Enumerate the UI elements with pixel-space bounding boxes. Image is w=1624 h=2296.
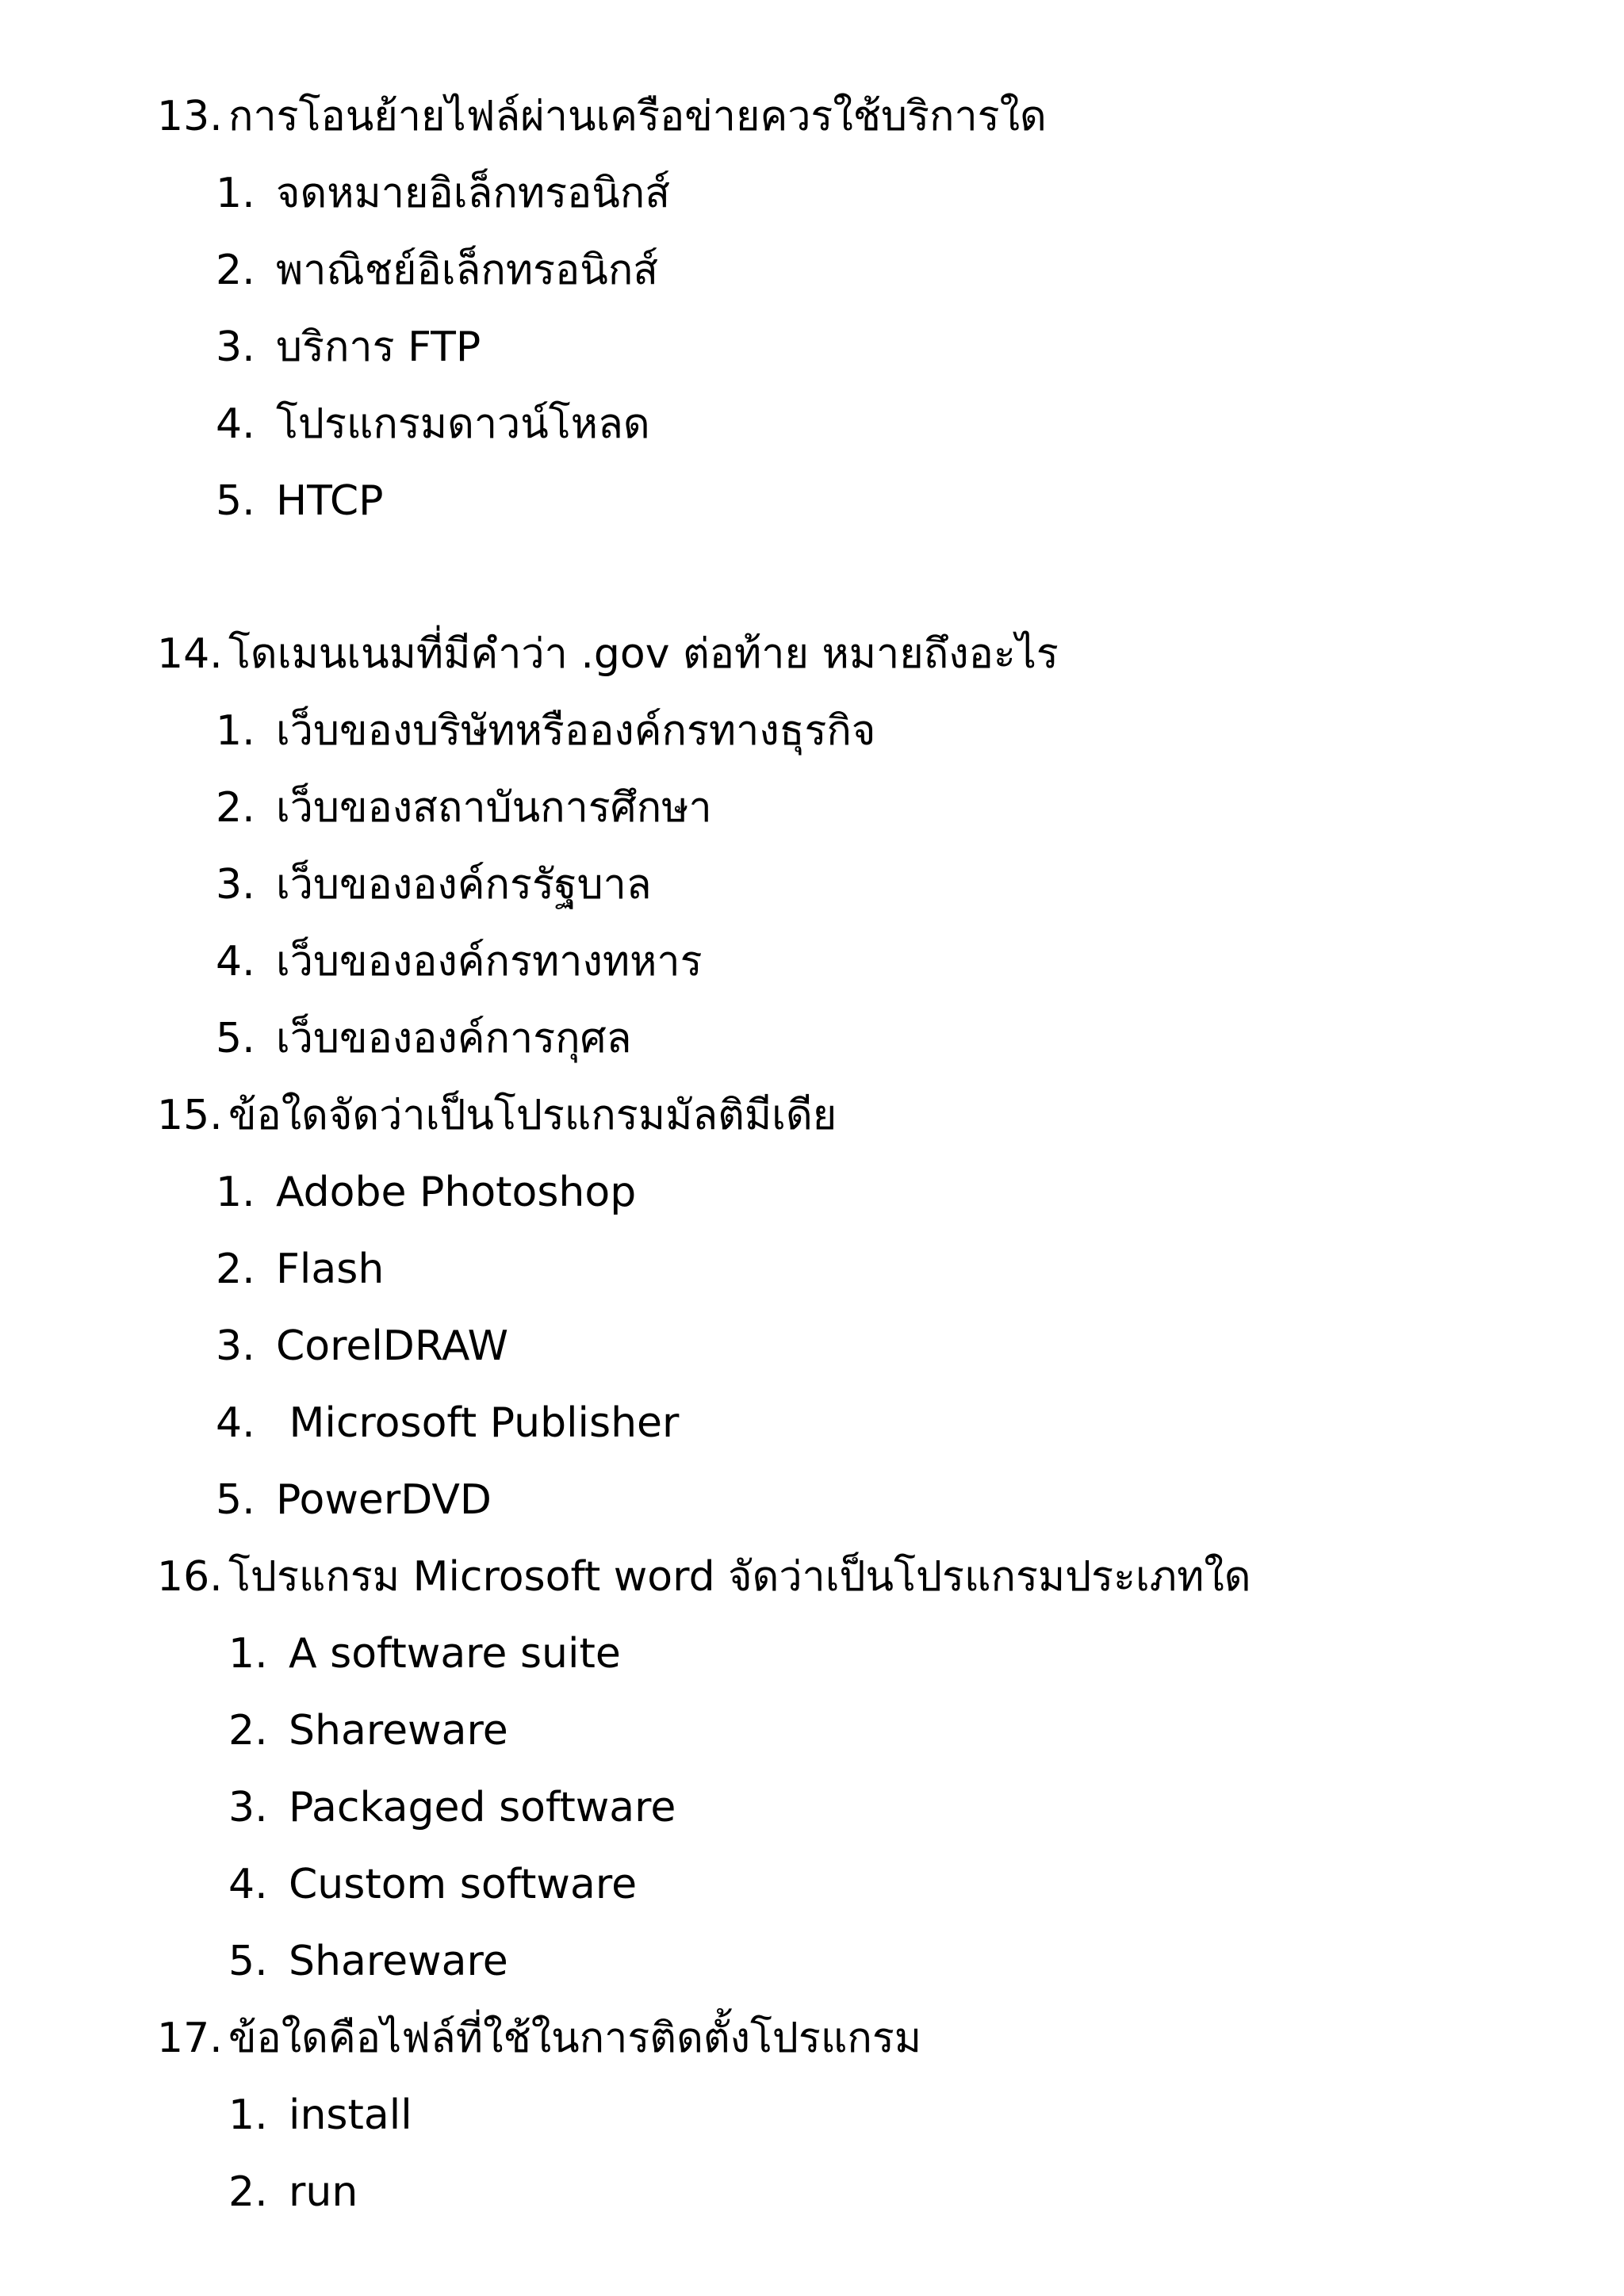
choice-text: Custom software xyxy=(289,1861,638,1908)
choice-number: 1. xyxy=(216,1169,255,1216)
choice-text: พาณิชย์อิเล็กทรอนิกส์ xyxy=(276,247,659,294)
question-text: โดเมนเนมที่มีคำว่า .gov ต่อท้าย หมายถึงอะไร xyxy=(228,630,1059,678)
choice-text: เว็บขององค์กรรัฐบาล xyxy=(276,861,652,909)
choice-13-4 xyxy=(216,396,650,452)
choice-number: 2. xyxy=(216,1246,255,1293)
question-number: 15. xyxy=(157,1092,223,1139)
choice-15-5 xyxy=(216,1472,492,1528)
choice-text: เว็บขององค์กรทางทหาร xyxy=(276,938,703,985)
choice-15-2 xyxy=(216,1242,384,1297)
choice-14-1 xyxy=(216,703,875,759)
question-number: 14. xyxy=(157,630,223,678)
choice-15-3 xyxy=(216,1318,508,1374)
choice-text: โปรแกรมดาวน์โหลด xyxy=(276,400,650,448)
choice-number: 2. xyxy=(228,1707,268,1755)
choice-number: 5. xyxy=(216,1015,255,1062)
choice-text: เว็บของสถาบันการศึกษา xyxy=(276,784,712,832)
choice-13-1 xyxy=(216,166,670,221)
choice-14-3 xyxy=(216,857,652,913)
choice-15-4 xyxy=(216,1395,679,1451)
choice-number: 4. xyxy=(216,400,255,448)
choice-number: 2. xyxy=(216,784,255,832)
question-text: โปรแกรม Microsoft word จัดว่าเป็นโปรแกรมประเภทใด xyxy=(228,1553,1251,1601)
choice-text: Flash xyxy=(276,1246,385,1293)
choice-17-2 xyxy=(228,2164,358,2220)
choice-number: 2. xyxy=(228,2168,268,2216)
choice-17-1 xyxy=(228,2087,412,2143)
choice-number: 4. xyxy=(216,1399,255,1447)
choice-13-3 xyxy=(216,320,481,375)
choice-number: 2. xyxy=(216,247,255,294)
choice-14-4 xyxy=(216,934,703,989)
choice-text: Microsoft Publisher xyxy=(276,1399,680,1447)
question-text: ข้อใดคือไฟล์ที่ใช้ในการติดตั้งโปรแกรม xyxy=(228,2015,922,2062)
choice-number: 1. xyxy=(228,1630,268,1678)
choice-text: เว็บขององค์การกุศล xyxy=(276,1015,632,1062)
choice-text: run xyxy=(289,2168,358,2216)
choice-number: 5. xyxy=(216,477,255,525)
choice-number: 1. xyxy=(216,170,255,217)
choice-text: บริการ FTP xyxy=(276,323,481,371)
choice-14-2 xyxy=(216,780,712,836)
question-text: การโอนย้ายไฟล์ผ่านเครือข่ายควรใช้บริการใด xyxy=(228,93,1047,140)
question-text: ข้อใดจัดว่าเป็นโปรแกรมมัลติมีเดีย xyxy=(228,1092,837,1139)
choice-number: 5. xyxy=(216,1476,255,1524)
choice-text: Adobe Photoshop xyxy=(276,1169,637,1216)
choice-text: จดหมายอิเล็กทรอนิกส์ xyxy=(276,170,671,217)
choice-text: เว็บของบริษัทหรือองค์กรทางธุรกิจ xyxy=(276,707,876,755)
choice-text: Packaged software xyxy=(289,1784,676,1831)
choice-13-2 xyxy=(216,243,658,298)
choice-15-1 xyxy=(216,1165,636,1220)
question-17 xyxy=(157,2011,921,2066)
choice-number: 4. xyxy=(228,1861,268,1908)
choice-number: 1. xyxy=(216,707,255,755)
question-number: 13. xyxy=(157,93,223,140)
question-16 xyxy=(157,1549,1251,1605)
choice-16-1 xyxy=(228,1626,621,1682)
choice-number: 3. xyxy=(216,1322,255,1370)
choice-text: Shareware xyxy=(289,1707,508,1755)
question-number: 16. xyxy=(157,1553,223,1601)
choice-13-5 xyxy=(216,473,383,529)
question-number: 17. xyxy=(157,2015,223,2062)
choice-text: install xyxy=(289,2091,412,2139)
choice-text: A software suite xyxy=(289,1630,621,1678)
question-14 xyxy=(157,626,1059,682)
choice-14-5 xyxy=(216,1011,632,1066)
choice-number: 3. xyxy=(228,1784,268,1831)
choice-number: 5. xyxy=(228,1938,268,1985)
choice-number: 4. xyxy=(216,938,255,985)
choice-16-3 xyxy=(228,1780,676,1835)
question-15 xyxy=(157,1088,837,1143)
choice-text: HTCP xyxy=(276,477,384,525)
choice-text: PowerDVD xyxy=(276,1476,492,1524)
choice-16-5 xyxy=(228,1934,508,1989)
choice-text: CorelDRAW xyxy=(276,1322,509,1370)
choice-16-2 xyxy=(228,1703,508,1758)
choice-number: 3. xyxy=(216,861,255,909)
question-13 xyxy=(157,89,1047,144)
choice-text: Shareware xyxy=(289,1938,508,1985)
choice-number: 3. xyxy=(216,323,255,371)
choice-number: 1. xyxy=(228,2091,268,2139)
choice-16-4 xyxy=(228,1857,637,1912)
